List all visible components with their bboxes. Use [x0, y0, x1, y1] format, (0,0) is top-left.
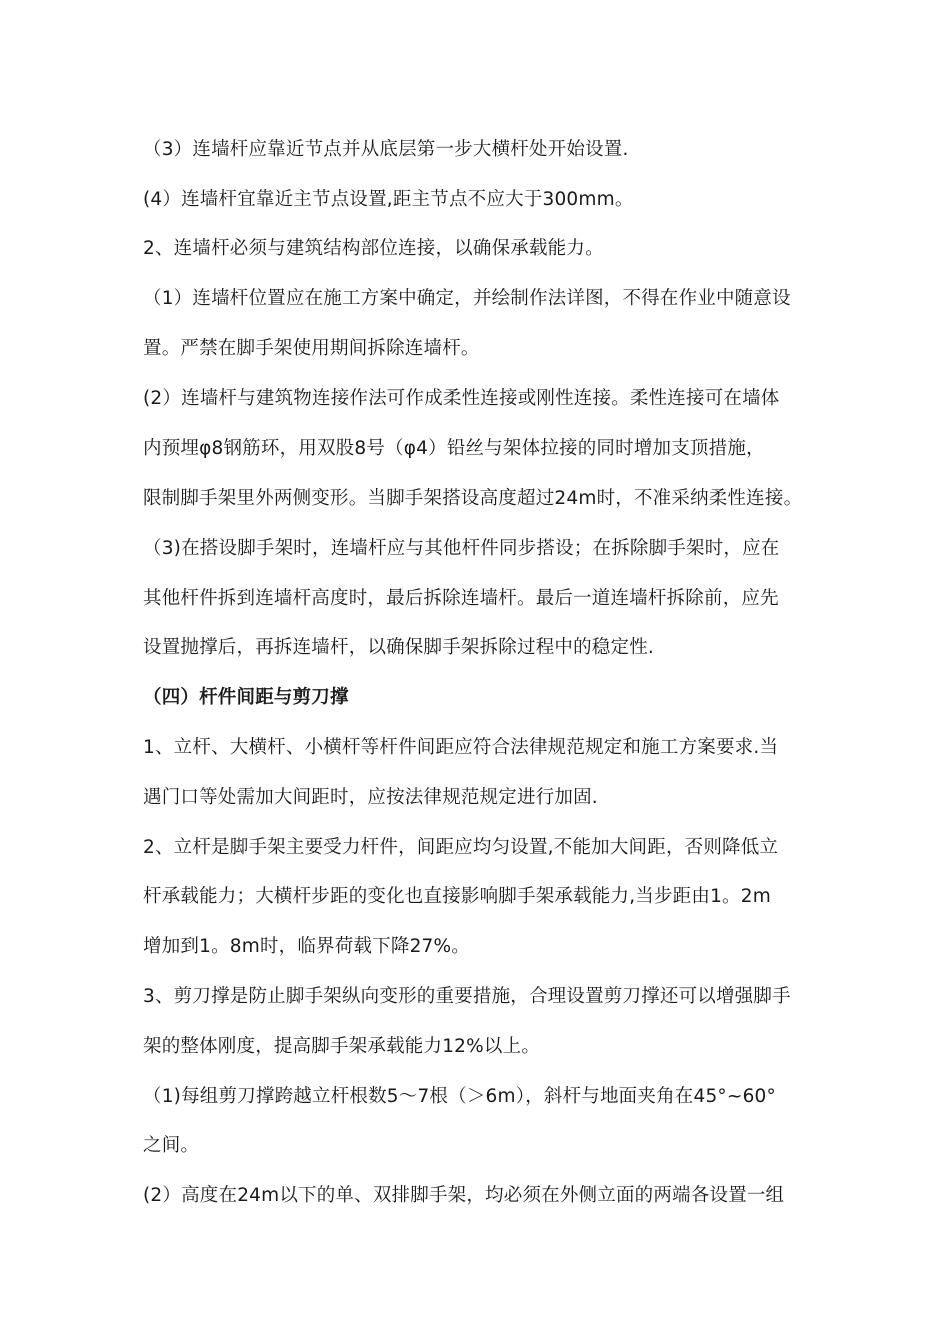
paragraph-line: 2、连墙杆必须与建筑结构部位连接，以确保承载能力。 [143, 238, 604, 259]
paragraph-line: （3)在搭设脚手架时，连墙杆应与其他杆件同步搭设；在拆除脚手架时，应在 [143, 538, 780, 559]
paragraph-line: 限制脚手架里外两侧变形。当脚手架搭设高度超过24m时，不准采纳柔性连接。 [143, 488, 803, 509]
paragraph-line: 置。严禁在脚手架使用期间拆除连墙杆。 [143, 338, 480, 359]
paragraph-line: 内预埋φ8钢筋环，用双股8号（φ4）铅丝与架体拉接的同时增加支顶措施， [143, 438, 765, 459]
paragraph-line: 其他杆件拆到连墙杆高度时，最后拆除连墙杆。最后一道连墙杆拆除前，应先 [143, 588, 779, 609]
paragraph-line: 遇门口等处需加大间距时，应按法律规范规定进行加固. [143, 787, 598, 808]
paragraph-line: 1、立杆、大横杆、小横杆等杆件间距应符合法律规范规定和施工方案要求.当 [143, 737, 779, 758]
paragraph-line: 之间。 [143, 1135, 200, 1156]
paragraph-line: (4）连墙杆宜靠近主节点设置,距主节点不应大于300mm。 [143, 189, 634, 210]
section-heading: （四）杆件间距与剪刀撑 [143, 687, 349, 708]
paragraph-line: 设置抛撑后，再拆连墙杆，以确保脚手架拆除过程中的稳定性. [143, 637, 654, 658]
paragraph-line: 杆承载能力；大横杆步距的变化也直接影响脚手架承载能力,当步距由1。2m [143, 886, 771, 907]
paragraph-line: 2、立杆是脚手架主要受力杆件，间距应均匀设置,不能加大间距，否则降低立 [143, 837, 779, 858]
paragraph-line: （1)每组剪刀撑跨越立杆根数5～7根（＞6m），斜杆与地面夹角在45°~60° [143, 1086, 776, 1107]
paragraph-line: （1）连墙杆位置应在施工方案中确定，并绘制作法详图，不得在作业中随意设 [143, 288, 791, 309]
paragraph-line: (2）连墙杆与建筑物连接作法可作成柔性连接或刚性连接。柔性连接可在墙体 [143, 388, 780, 409]
paragraph-line: (2）高度在24m以下的单、双排脚手架，均必须在外侧立面的两端各设置一组 [143, 1185, 785, 1206]
paragraph-line: （3）连墙杆应靠近节点并从底层第一步大横杆处开始设置. [143, 139, 629, 160]
paragraph-line: 增加到1。8m时，临界荷载下降27%。 [143, 936, 470, 957]
paragraph-line: 3、剪刀撑是防止脚手架纵向变形的重要措施，合理设置剪刀撑还可以增强脚手 [143, 986, 791, 1007]
paragraph-line: 架的整体刚度，提高脚手架承载能力12%以上。 [143, 1036, 541, 1057]
